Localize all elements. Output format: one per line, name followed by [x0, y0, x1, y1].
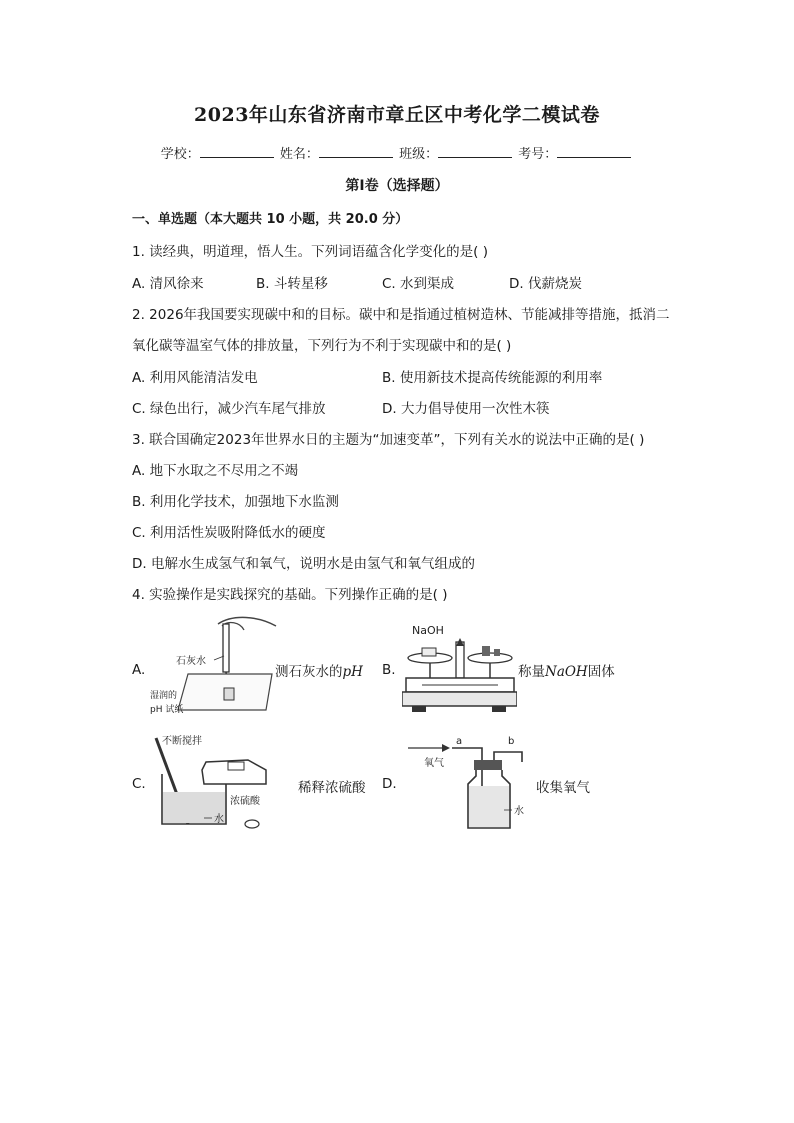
q1-option-a: A. 清风徐来 — [132, 276, 204, 292]
bottle-label — [228, 762, 244, 770]
ph-paper — [224, 688, 234, 700]
dilution-figure — [148, 732, 298, 832]
q4-option-d-caption: 收集氧气 — [536, 780, 590, 796]
center-pillar — [456, 642, 464, 678]
question-2-stem-line2: 氧化碳等温室气体的排放量，下列行为不利于实现碳中和的是( ) — [132, 338, 512, 354]
label-stir: 不断搅拌 — [162, 736, 202, 747]
class-label: 班级： — [399, 147, 439, 162]
exam-no-blank — [557, 145, 631, 158]
label-wet: 湿润的 — [150, 691, 178, 701]
label-a: a — [456, 736, 463, 747]
q3-option-c: C. 利用活性炭吸附降低水的硬度 — [132, 525, 326, 541]
q1-option-b: B. 斗转星移 — [256, 276, 328, 292]
rubber-stopper — [474, 760, 502, 770]
q4-option-c-letter: C. — [132, 776, 146, 792]
q3-option-a: A. 地下水取之不尽用之不竭 — [132, 463, 299, 479]
label-water-c: 水 — [214, 814, 224, 825]
label-oxygen: 氧气 — [424, 758, 444, 769]
q1-option-d: D. 伐薪烧炭 — [509, 276, 582, 292]
weight-1 — [482, 646, 490, 656]
right-foot — [492, 706, 506, 712]
water-in-bottle — [469, 786, 509, 827]
exam-no-label: 考号： — [518, 147, 558, 162]
section-heading: 一、单选题（本大题共 10 小题，共 20.0 分） — [132, 212, 409, 227]
label-limewater: 石灰水 — [176, 656, 206, 667]
name-label: 姓名： — [279, 147, 319, 162]
q4-option-d-letter: D. — [382, 776, 397, 792]
q3-option-b: B. 利用化学技术，加强地下水监测 — [132, 494, 339, 510]
label-b: b — [508, 736, 515, 747]
glass-rod — [223, 624, 229, 672]
question-2-stem-line1: 2. 2026年我国要实现碳中和的目标。碳中和是指通过植树造林、节能减排等措施，抵消二 — [132, 307, 670, 323]
q4-option-a-caption: 测石灰水的pH — [275, 664, 363, 680]
label-conc-acid: 浓硫酸 — [230, 796, 260, 807]
question-4-stem: 4. 实验操作是实践探究的基础。下列操作正确的是( ) — [132, 587, 448, 603]
oxygen-collection-figure — [404, 732, 534, 832]
q1-option-c: C. 水到渠成 — [382, 276, 455, 292]
bottle-cap — [245, 820, 259, 828]
student-info-line — [0, 143, 794, 162]
left-foot — [412, 706, 426, 712]
q4-option-a-letter: A. — [132, 662, 146, 678]
class-blank — [438, 145, 512, 158]
naoh-solid — [422, 648, 436, 656]
volume-heading: 第Ⅰ卷（选择题） — [345, 178, 449, 194]
school-label: 学校： — [160, 147, 200, 162]
label-ph-paper: pH 试纸 — [150, 705, 184, 715]
q2-option-a: A. 利用风能清洁发电 — [132, 370, 258, 386]
q4-option-c-caption: 稀释浓硫酸 — [298, 780, 366, 796]
name-blank — [319, 145, 393, 158]
q2-option-b: B. 使用新技术提高传统能源的利用率 — [382, 370, 603, 386]
school-blank — [200, 145, 274, 158]
q4-option-b-letter: B. — [382, 662, 396, 678]
ph-test-figure — [148, 612, 278, 724]
label-water-d: 水 — [514, 806, 524, 817]
q2-option-d: D. 大力倡导使用一次性木筷 — [382, 401, 550, 417]
balance-base — [402, 692, 517, 706]
question-1-stem: 1. 读经典，明道理，悟人生。下列词语蕴含化学变化的是( ) — [132, 244, 488, 260]
balance-figure — [402, 620, 517, 715]
gas-arrow-head — [442, 744, 450, 752]
label-naoh: NaOH — [412, 624, 444, 637]
question-3-stem: 3. 联合国确定2023年世界水日的主题为“加速变革”，下列有关水的说法中正确的是( ) — [132, 432, 645, 448]
q4-option-b-caption: 称量NaOH固体 — [518, 664, 615, 680]
q3-option-d: D. 电解水生成氢气和氧气，说明水是由氢气和氧气组成的 — [132, 556, 475, 572]
exam-title: 2023年山东省济南市章丘区中考化学二模试卷 — [194, 104, 600, 126]
weight-2 — [494, 649, 500, 656]
q2-option-c: C. 绿色出行，减少汽车尾气排放 — [132, 401, 326, 417]
